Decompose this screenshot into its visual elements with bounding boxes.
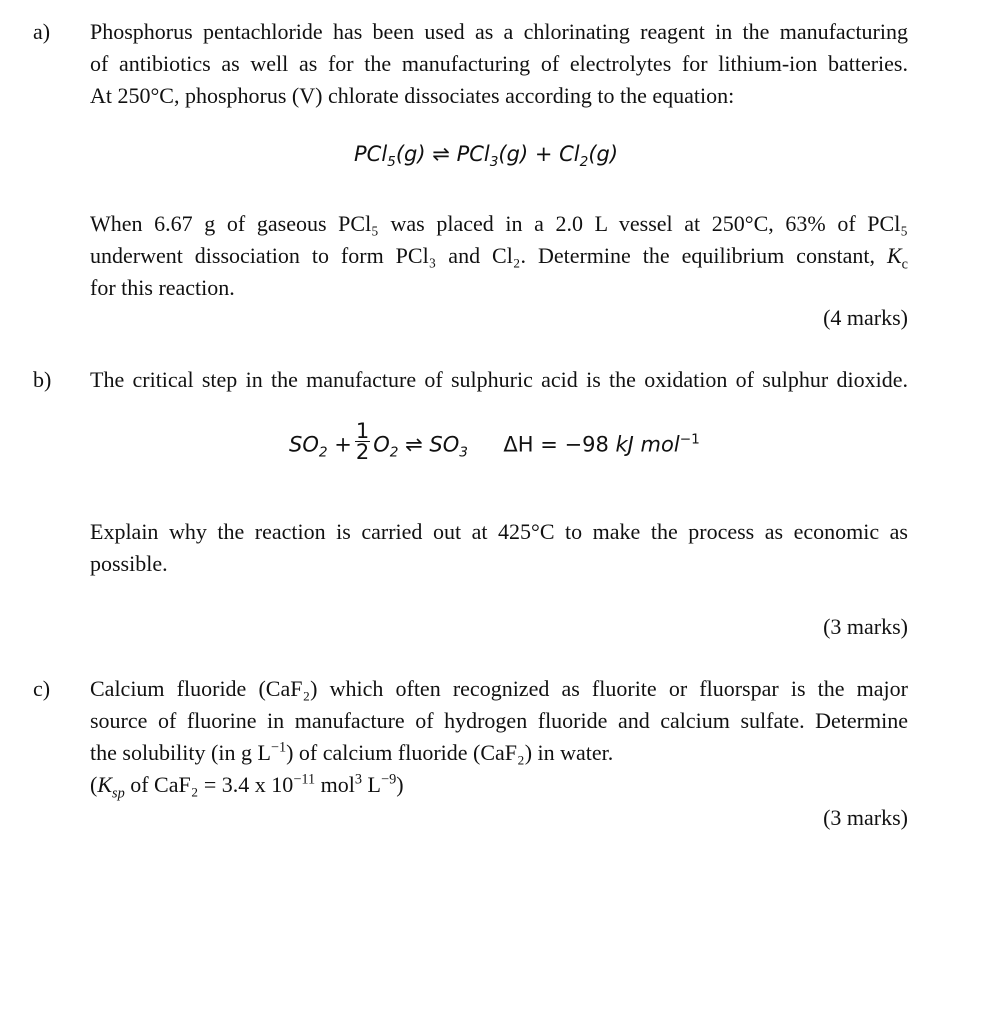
ksp-symbol: K	[97, 772, 113, 797]
ksp-mol-unit: mol	[315, 772, 355, 797]
question-b-equation	[289, 419, 700, 466]
eq-b-arrow: ⇌	[405, 432, 423, 457]
ksp-mol-exponent: 3	[354, 771, 363, 788]
eq-b-product-sub: 3	[459, 444, 468, 461]
question-b-intro	[90, 364, 908, 396]
eq-a-reactant: PCl	[354, 142, 388, 166]
question-b-marks: (3 marks)	[823, 614, 908, 639]
question-a-body-line-2-text: underwent dissociation to form PCl₃ and Cl₂. Determine the equilibrium constant,	[90, 243, 887, 268]
eq-b-reactant2-sub: 2	[389, 444, 399, 461]
eq-b-reactant1: SO	[289, 432, 319, 457]
question-a-intro	[90, 16, 908, 112]
eq-b-equals: =	[540, 432, 558, 457]
eq-b-enthalpy-unit: kJ mol	[615, 432, 680, 457]
ksp-exponent: −11	[293, 771, 316, 788]
ksp-l-unit: L	[362, 772, 381, 797]
question-a-equation	[354, 142, 619, 171]
eq-a-product1: PCl	[456, 142, 490, 166]
question-c-body	[90, 673, 908, 801]
question-a-body	[90, 208, 908, 304]
eq-b-fraction-denominator: 2	[355, 440, 370, 464]
question-c-line-2: source of fluorine in manufacture of hydrogen fluoride and calcium sulfate. Determine	[90, 708, 908, 733]
kc-symbol: K	[886, 243, 902, 268]
question-a-label: a)	[33, 19, 51, 44]
eq-a-reactant-state: (g)	[395, 142, 426, 166]
eq-b-enthalpy-value: −98	[564, 432, 609, 457]
question-a-body-line-1: When 6.67 g of gaseous PCl₅ was placed in a 2.0 L vessel at 250°C, 63% of PCl₅	[90, 211, 908, 236]
eq-b-reactant1-sub: 2	[318, 444, 328, 461]
ksp-text: of CaF₂ = 3.4 x 10	[124, 772, 294, 797]
eq-a-arrow: ⇌	[432, 142, 450, 166]
question-b-body-line-1: Explain why the reaction is carried out at 425°C to make the process as economic as	[90, 519, 908, 544]
eq-b-reactant2: O	[373, 432, 390, 457]
ksp-close-paren: )	[396, 772, 404, 797]
question-b-body-line-2: possible.	[90, 551, 168, 576]
question-c-marks: (3 marks)	[823, 805, 908, 830]
eq-b-enthalpy-label: ΔH	[503, 432, 534, 457]
question-c-label: c)	[33, 676, 51, 701]
eq-a-product2-state: (g)	[588, 142, 619, 166]
question-c-line-3-exponent: −1	[270, 739, 287, 756]
question-a-body-line-3: for this reaction.	[90, 275, 235, 300]
eq-b-plus: +	[334, 432, 352, 457]
question-a-intro-line-2: of antibiotics as well as for the manufacturing of electrolytes for lithium-ion batteries.	[90, 51, 908, 76]
question-a-marks: (4 marks)	[823, 305, 908, 330]
question-b-body	[90, 516, 908, 580]
question-a-intro-line-3: At 250°C, phosphorus (V) chlorate dissociates according to the equation:	[90, 83, 735, 108]
kc-subscript: c	[901, 256, 908, 273]
eq-a-product2: Cl	[559, 142, 580, 166]
ksp-subscript: sp	[112, 785, 125, 802]
eq-a-product1-state: (g)	[498, 142, 529, 166]
question-b-label: b)	[33, 367, 52, 392]
eq-a-product2-sub: 2	[579, 154, 589, 171]
question-c-line-3	[90, 737, 908, 769]
question-b-intro-line: The critical step in the manufacture of sulphuric acid is the oxidation of sulphur dioxide.	[90, 367, 908, 392]
eq-a-product1-sub: 3	[489, 154, 499, 171]
eq-a-reactant-sub: 5	[387, 154, 396, 171]
question-c-line-1: Calcium fluoride (CaF₂) which often recognized as fluorite or fluorspar is the major	[90, 676, 908, 701]
eq-a-plus: +	[534, 142, 553, 166]
eq-b-fraction-numerator: 1	[355, 419, 370, 443]
question-a-intro-line-1: Phosphorus pentachloride has been used as a chlorinating reagent in the manufacturing	[90, 19, 908, 44]
ksp-l-exponent: −9	[381, 771, 397, 788]
question-c-line-3-text-1: the solubility (in g L	[90, 740, 271, 765]
eq-b-enthalpy-exponent: −1	[679, 431, 700, 448]
eq-b-fraction	[355, 421, 370, 462]
question-c-line-3-text-2: ) of calcium fluoride (CaF₂) in water.	[286, 740, 614, 765]
question-c-ksp-line	[90, 769, 908, 801]
question-a-body-line-2	[90, 240, 908, 272]
eq-b-product: SO	[429, 432, 460, 457]
ksp-open-paren: (	[90, 772, 98, 797]
